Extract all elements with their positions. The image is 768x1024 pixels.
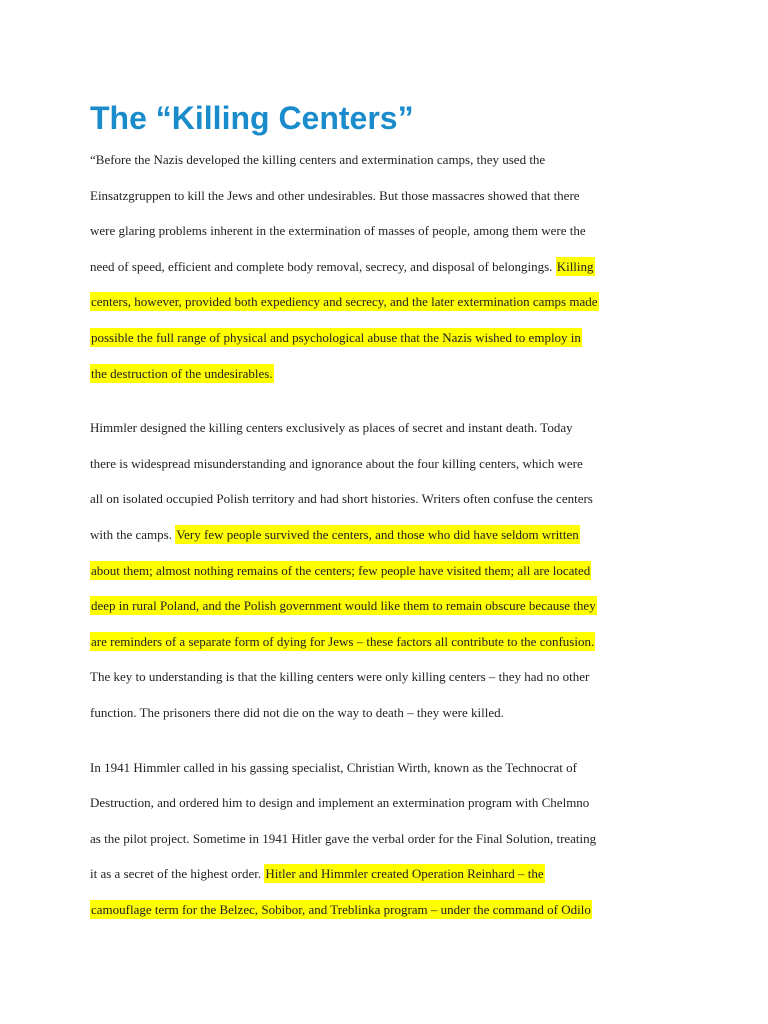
text-segment: function. The prisoners there did not die on the way to death – they were killed. xyxy=(90,704,504,720)
text-segment: all on isolated occupied Polish territory and had short histories. Writers often confuse the centers xyxy=(90,491,593,507)
highlighted-text: centers, however, provided both expediency and secrecy, and the later extermination camps made xyxy=(91,294,598,310)
highlighted-text: possible the full range of physical and psychological abuse that the Nazis wished to employ in xyxy=(91,329,581,345)
text-line xyxy=(90,785,685,821)
text-line xyxy=(90,320,685,356)
highlighted-text: camouflage term for the Belzec, Sobibor, and Treblinka program – under the command of Odilo xyxy=(91,901,591,917)
text-segment: “Before the Nazis developed the killing centers and extermination camps, they used the xyxy=(90,152,546,167)
paragraph-3 xyxy=(90,750,685,928)
highlighted-text: Killing xyxy=(556,258,594,274)
text-line xyxy=(90,178,685,214)
text-segment: Himmler designed the killing centers exclusively as places of secret and instant death. Today xyxy=(90,420,573,436)
highlighted-text: about them; almost nothing remains of the centers; few people have visited them; all are located xyxy=(91,562,591,578)
document-body xyxy=(90,142,685,927)
text-line xyxy=(90,356,685,392)
text-line xyxy=(90,659,685,695)
highlighted-text: are reminders of a separate form of dying for Jews – these factors all contribute to the confusion. xyxy=(91,633,595,649)
text-line xyxy=(90,624,685,660)
text-segment: The key to understanding is that the killing centers were only killing centers – they had no other xyxy=(90,669,590,685)
text-segment: as the pilot project. Sometime in 1941 Hitler gave the verbal order for the Final Solution, treating xyxy=(90,830,597,846)
text-line xyxy=(90,856,685,892)
paragraph-gap xyxy=(90,391,685,410)
text-segment: Einsatzgruppen to kill the Jews and other undesirables. But those massacres showed that there xyxy=(90,187,580,203)
text-line xyxy=(90,588,685,624)
highlighted-text: the destruction of the undesirables. xyxy=(91,365,273,381)
text-segment: with the camps. xyxy=(90,526,176,542)
text-line xyxy=(90,142,685,178)
text-segment: need of speed, efficient and complete body removal, secrecy, and disposal of belongings. xyxy=(90,258,556,274)
page-title: The “Killing Centers” xyxy=(90,100,414,136)
text-line xyxy=(90,213,685,249)
text-line xyxy=(90,446,685,482)
paragraph-gap xyxy=(90,731,685,750)
text-line xyxy=(90,750,685,786)
text-segment: there is widespread misunderstanding and ignorance about the four killing centers, which were xyxy=(90,455,583,471)
highlighted-text: deep in rural Poland, and the Polish government would like them to remain obscure because they xyxy=(91,598,596,614)
text-line xyxy=(90,481,685,517)
text-segment: were glaring problems inherent in the extermination of masses of people, among them were the xyxy=(90,223,586,239)
text-line xyxy=(90,284,685,320)
text-line xyxy=(90,249,685,285)
text-segment: it as a secret of the highest order. xyxy=(90,866,265,882)
text-line xyxy=(90,695,685,731)
text-line xyxy=(90,553,685,589)
highlighted-text: Very few people survived the centers, and those who did have seldom written xyxy=(176,526,579,542)
text-line xyxy=(90,410,685,446)
text-line xyxy=(90,821,685,857)
paragraph-1 xyxy=(90,142,685,391)
text-segment: Destruction, and ordered him to design and implement an extermination program with Chelmno xyxy=(90,795,590,811)
text-line xyxy=(90,892,685,928)
highlighted-text: Hitler and Himmler created Operation Reinhard – the xyxy=(265,866,544,882)
paragraph-2 xyxy=(90,410,685,730)
text-line xyxy=(90,517,685,553)
text-segment: In 1941 Himmler called in his gassing specialist, Christian Wirth, known as the Technocrat of xyxy=(90,759,577,775)
